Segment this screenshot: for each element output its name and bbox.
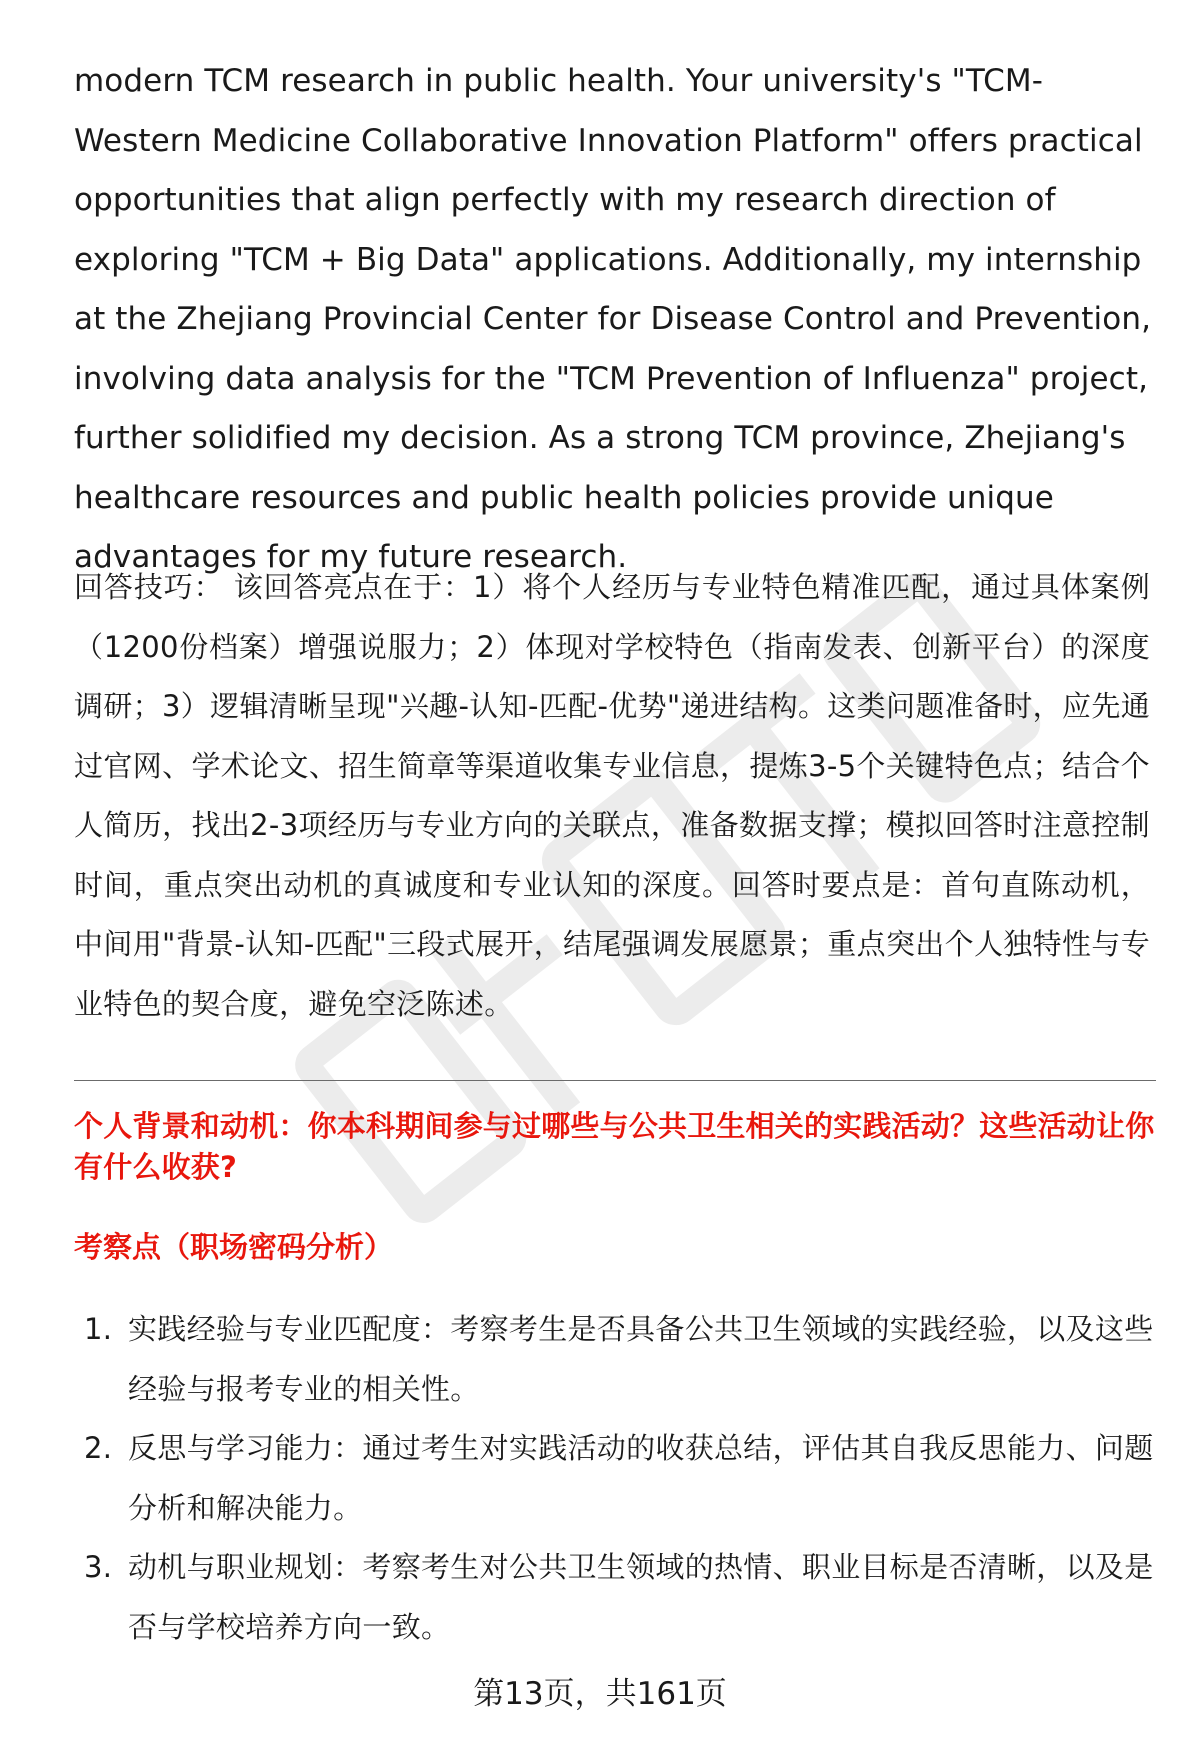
- page-number-footer: 第13页，共161页: [473, 1676, 727, 1712]
- list-item: [74, 1538, 1156, 1657]
- list-item-number: 1.: [84, 1312, 113, 1346]
- list-item: [74, 1419, 1156, 1538]
- list-item-text: 反思与学习能力：通过考生对实践活动的收获总结，评估其自我反思能力、问题分析和解决能力。: [128, 1431, 1154, 1525]
- section-divider: [74, 1080, 1156, 1081]
- interview-question: 个人背景和动机：你本科期间参与过哪些与公共卫生相关的实践活动？这些活动让你有什么收获?: [74, 1109, 1155, 1184]
- list-item-text: 动机与职业规划：考察考生对公共卫生领域的热情、职业目标是否清晰，以及是否与学校培养方向一致。: [128, 1550, 1154, 1644]
- english-answer-paragraph: modern TCM research in public health. Your university's "TCM-Western Medicine Collaborative Innovation Platform" offers practical opportunities that align perfectly with my research direction of exploring "TCM + Big Data" applications. Additionally, my internship at the Zhejiang Provincial Center for Disease Control and Prevention, involving data analysis for the "TCM Prevention of Influenza" project, further solidified my decision. As a strong TCM province, Zhejiang's healthcare resources and public health policies provide unique advantages for my future research.: [74, 63, 1152, 575]
- list-item-number: 2.: [84, 1431, 113, 1465]
- list-item-number: 3.: [84, 1550, 113, 1584]
- answer-tips-paragraph: 回答技巧： 该回答亮点在于：1）将个人经历与专业特色精准匹配，通过具体案例（1200份档案）增强说服力；2）体现对学校特色（指南发表、创新平台）的深度调研；3）逻辑清晰呈现"兴趣-认知-匹配-优势"递进结构。这类问题准备时，应先通过官网、学术论文、招生简章等渠道收集专业信息，提炼3-5个关键特色点；结合个人简历，找出2-3项经历与专业方向的关联点，准备数据支撑；模拟回答时注意控制时间，重点突出动机的真诚度和专业认知的深度。回答时要点是：首句直陈动机，中间用"背景-认知-匹配"三段式展开，结尾强调发展愿景；重点突出个人独特性与专业特色的契合度，避免空泛陈述。: [74, 570, 1150, 1021]
- assessment-point-list: [74, 1300, 1156, 1657]
- list-item-text: 实践经验与专业匹配度：考察考生是否具备公共卫生领域的实践经验，以及这些经验与报考专业的相关性。: [128, 1312, 1154, 1406]
- list-item: [74, 1300, 1156, 1419]
- assessment-heading: 考察点（职场密码分析）: [74, 1230, 394, 1264]
